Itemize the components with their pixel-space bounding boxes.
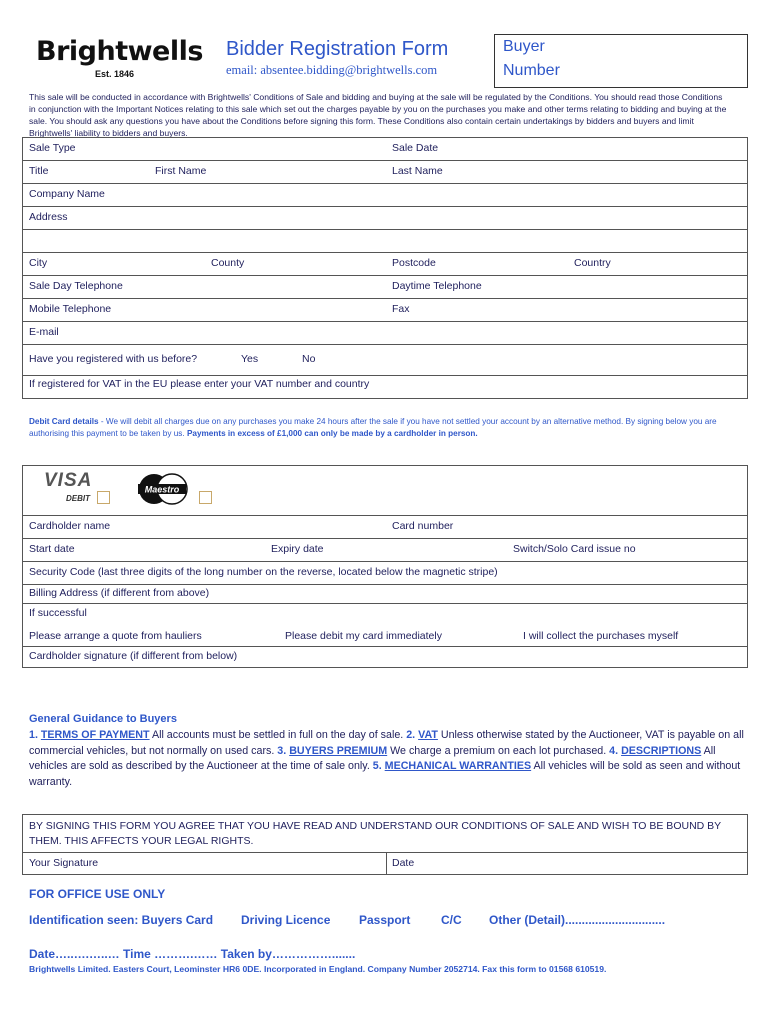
- sale-date-label: Sale Date: [392, 142, 439, 154]
- office-use-title: FOR OFFICE USE ONLY: [29, 887, 166, 901]
- agreement-table: [22, 814, 748, 875]
- id-cc: C/C: [441, 913, 462, 927]
- guidance-num-5: 5.: [372, 760, 385, 772]
- maestro-logo-text: Maestro: [144, 484, 180, 495]
- signature-date-label: Date: [392, 857, 415, 869]
- guidance-text-2: Unless otherwise stated by the Auctioneer, VAT is payable on all commercial vehicles, but not normally on used cars.: [29, 729, 744, 757]
- visa-logo: VISA: [44, 470, 93, 491]
- postcode-label: Postcode: [392, 257, 436, 269]
- sale-type-label: Sale Type: [29, 142, 76, 154]
- guidance-descriptions: DESCRIPTIONS: [621, 744, 702, 757]
- buyer-number-label-2: Number: [503, 62, 560, 79]
- expiry-date-label: Expiry date: [271, 543, 324, 555]
- id-other: Other (Detail)..............................: [489, 913, 666, 927]
- row-if-successful: [23, 604, 747, 647]
- contact-email: email: absentee.bidding@brightwells.com: [226, 63, 438, 77]
- row-company[interactable]: [23, 184, 747, 207]
- cardholder-signature-label: Cardholder signature (if different from below): [29, 650, 238, 662]
- debit-card-notice: [29, 416, 749, 440]
- id-driving-licence: Driving Licence: [241, 913, 331, 927]
- company-name-label: Company Name: [29, 188, 105, 200]
- registered-yes-option[interactable]: Yes: [241, 353, 259, 365]
- cardholder-name-label: Cardholder name: [29, 520, 111, 532]
- row-registered: [23, 345, 747, 376]
- debit-card-option[interactable]: Please debit my card immediately: [285, 630, 442, 642]
- your-signature-label: Your Signature: [29, 857, 99, 869]
- company-footer: Brightwells Limited. Easters Court, Leominster HR6 0DE. Incorporated in England. Company Number 2052714. Fax this form to 01568 610519.: [29, 964, 607, 974]
- first-name-label: First Name: [155, 165, 207, 177]
- if-successful-label: If successful: [29, 607, 87, 619]
- visa-debit-checkbox[interactable]: [97, 491, 110, 504]
- row-card-type: [23, 466, 747, 516]
- debit-card-text: - We will debit all charges due on any purchases you make 24 hours after the sale if you have not settled your account by an alternative method. By signing below you are authorising this payment to be taken by us.: [29, 417, 717, 438]
- guidance-num-2: 2.: [406, 729, 419, 741]
- guidance-title: General Guidance to Buyers: [29, 713, 177, 725]
- form-title: Bidder Registration Form: [226, 38, 449, 60]
- brightwells-logo: Brightwells: [36, 36, 203, 67]
- row-cardholder[interactable]: [23, 516, 747, 539]
- guidance-text-4: All vehicles are sold as described by the Auctioneer at the time of sale only.: [29, 744, 716, 772]
- row-name[interactable]: [23, 161, 747, 184]
- county-label: County: [211, 257, 245, 269]
- sale-day-telephone-label: Sale Day Telephone: [29, 280, 123, 292]
- card-table: [22, 465, 748, 668]
- title-label: Title: [29, 165, 49, 177]
- row-mobile[interactable]: [23, 299, 747, 322]
- issue-no-label: Switch/Solo Card issue no: [513, 543, 636, 555]
- signature-divider: [386, 853, 387, 875]
- row-cardholder-signature[interactable]: [23, 647, 747, 668]
- security-code-label: Security Code (last three digits of the long number on the reverse, located below the magnetic stripe): [29, 566, 498, 578]
- registered-question: Have you registered with us before?: [29, 353, 198, 365]
- guidance-text-3: We charge a premium on each lot purchased.: [387, 744, 610, 757]
- card-number-label: Card number: [392, 520, 454, 532]
- start-date-label: Start date: [29, 543, 75, 555]
- haulier-quote-option[interactable]: Please arrange a quote from hauliers: [29, 630, 202, 642]
- fax-label: Fax: [392, 303, 410, 315]
- collect-option[interactable]: I will collect the purchases myself: [523, 630, 679, 642]
- last-name-label: Last Name: [392, 165, 443, 177]
- registered-no-option[interactable]: No: [302, 353, 316, 365]
- row-dates[interactable]: [23, 539, 747, 562]
- debit-card-bold: Payments in excess of £1,000 can only be made by a cardholder in person.: [186, 429, 478, 438]
- row-email[interactable]: [23, 322, 747, 345]
- guidance-text-1: All accounts must be settled in full on the day of sale.: [149, 729, 407, 741]
- country-label: Country: [574, 257, 611, 269]
- row-agreement: [23, 815, 747, 853]
- row-vat[interactable]: [23, 376, 747, 399]
- guidance-text: [29, 728, 747, 790]
- row-address[interactable]: [23, 207, 747, 230]
- row-security[interactable]: [23, 562, 747, 585]
- logo-est: Est. 1846: [95, 69, 135, 79]
- guidance-num-3: 3.: [277, 744, 290, 757]
- daytime-telephone-label: Daytime Telephone: [392, 280, 482, 292]
- mobile-telephone-label: Mobile Telephone: [29, 303, 112, 315]
- buyer-number-label-1: Buyer: [503, 38, 545, 55]
- guidance-vat: VAT: [418, 729, 438, 741]
- row-signature[interactable]: [23, 853, 747, 876]
- guidance-num-4: 4.: [609, 744, 622, 757]
- intro-paragraph: This sale will be conducted in accordance with Brightwells' Conditions of Sale and bidding and buying at the sale will be regulated by the Conditions. You should read those Conditions in conjunction with the Important Notices relating to this sale which set out the charges payable by you on the purchases you make and other terms relating to bidding and buying at the sale. You should ask any questions you have about the Conditions before signing this form. These Conditions also contain certain undertakings by bidders and buyers and limit Brightwells' liability to bidders and buyers.: [29, 92, 727, 138]
- guidance-buyers-premium: BUYERS PREMIUM: [289, 744, 388, 757]
- guidance-text-5: All vehicles will be sold as seen and without warranty.: [29, 760, 741, 788]
- registration-table: [22, 137, 748, 399]
- row-phone[interactable]: [23, 276, 747, 299]
- id-seen-buyers-card: Identification seen: Buyers Card: [29, 913, 214, 927]
- maestro-logo: [134, 471, 194, 507]
- city-label: City: [29, 257, 48, 269]
- vat-label: If registered for VAT in the EU please enter your VAT number and country: [29, 378, 370, 390]
- row-sale[interactable]: [23, 138, 747, 161]
- office-date-time-line: Date…..….…..… Time ……….…… Taken by…………….......: [29, 947, 356, 961]
- guidance-terms-of-payment: TERMS OF PAYMENT: [40, 729, 150, 741]
- guidance-mechanical-warranties: MECHANICAL WARRANTIES: [384, 760, 532, 772]
- row-address-2[interactable]: [23, 230, 747, 253]
- guidance-num-1: 1.: [29, 729, 41, 741]
- visa-debit-text: DEBIT: [66, 494, 90, 503]
- email-label: E-mail: [29, 326, 59, 338]
- billing-address-label: Billing Address (if different from above): [29, 587, 210, 599]
- row-city[interactable]: [23, 253, 747, 276]
- id-passport: Passport: [359, 913, 411, 927]
- address-label: Address: [29, 211, 68, 223]
- maestro-checkbox[interactable]: [199, 491, 212, 504]
- row-billing[interactable]: [23, 585, 747, 604]
- debit-card-label: Debit Card details: [29, 417, 99, 426]
- agreement-text: BY SIGNING THIS FORM YOU AGREE THAT YOU HAVE READ AND UNDERSTAND OUR CONDITIONS OF SALE AND WISH TO BE BOUND BY THEM. THIS AFFECTS YOUR LEGAL RIGHTS.: [29, 820, 721, 847]
